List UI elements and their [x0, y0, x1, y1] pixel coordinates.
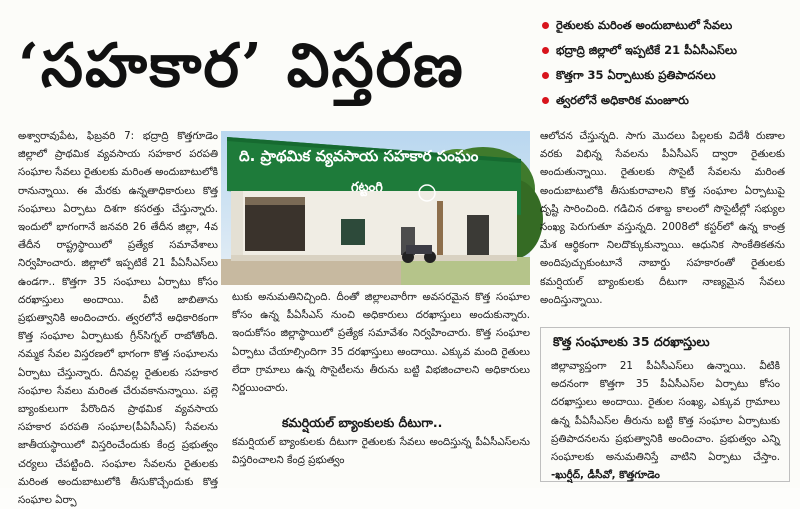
headline: ‘సహకార’ విస్తరణ: [18, 31, 465, 101]
building-photo: [221, 131, 530, 285]
article-column-2-continued: [232, 433, 530, 481]
sign-line2: గట్టంగి: [351, 180, 383, 195]
highlight-item: త్వరలోనే అధికారిక మంజూరు: [538, 93, 800, 108]
highlight-item: భద్రాద్రి జిల్లాలో ఇప్పటికే 21 పీఏసీఎస్‌లు: [538, 43, 800, 58]
article-column-2: [232, 288, 530, 412]
box-body: జిల్లావ్యాప్తంగా 21 పీఏసీఎస్‌లు ఉన్నాయి. వీటికి అదనంగా కొత్తగా 35 పీఏసీఎస్‌ల ఏర్పాటు కోసం దరఖాస్తులు అందాయి. రైతుల సంఖ్య, ఎక్కువ గ్రామాలు ఉన్న పీఏసీఎస్‌ల తీరును బట్టి కొత్త సంఘాల ఏర్పాటుకు ప్రతిపాదనలను ప్రభుత్వానికి అందించాం. ప్రభుత్వం ఎన్ని సంఘాలకు అనుమతినిస్తే వాటిని ఏర్పాటు చేస్తాం.: [551, 360, 780, 464]
byline: -ఖుర్షీద్, డీసీవో, కొత్తగూడెం: [551, 469, 660, 482]
highlight-item: రైతులకు మరింత అందుబాటులో సేవలు: [538, 18, 800, 33]
highlights-list: [538, 18, 800, 118]
article-text: అశ్వారావుపేట, ఫిబ్రవరి 7: భద్రాద్రి కొత్తగూడెం జిల్లాలో ప్రాథమిక వ్యవసాయ సహకార పరపతి సంఘాల సేవలు రైతులకు మరింత అందుబాటులోకి రానున్నాయి. ఈ మేరకు ఉన్నతాధికారులు కొత్త సంఘాలు ఏర్పాటు దిశగా కసరత్తు చేస్తున్నారు. ఇందులో భాగంగానే జనవరి 26 తేదీన జిల్లా, 4వ తేదీన రాష్ట్రస్థాయిలో ప్రత్యేక సమావేశాలు నిర్వహించారు. జిల్లాలో ఇప్పటికే 21 పీఏసీఎస్‌లు ఉండగా.. కొత్తగా 35 సంఘాలు ఏర్పాటు కోసం దరఖాస్తులు అందాయి. వీటి జాబితాను ప్రభుత్వానికి అందించారు. త్వరలోనే అధికారికంగా కొత్త సంఘాల ఏర్పాటుకు గ్రీన్‌సిగ్నల్ రాబోతోంది. నమ్మక సేవల విస్తరణలో భాగంగా కొత్త సంఘాలను ఏర్పాటు చేస్తున్నారు. దీనివల్ల రైతులకు సహకార సంఘాల సేవలు మరింత చేరువకానున్నాయి. పల్లె బ్యాంకులుగా పేరొందిన ప్రాథమిక వ్యవసాయ సహకార పరపతి సంఘాల(పీఏసీఎస్) సేవలను జాతీయస్థాయిలో విస్తరించేందుకు కేంద్ర ప్రభుత్వం చర్యలు చేపట్టింది. సంఘాల సేవలను రైతులకు మరింత అందుబాటులోకి తీసుకొచ్చేందుకు కొత్త సంఘాల ఏర్పా: [18, 130, 218, 507]
building-photo-illustration: [221, 131, 530, 285]
article-text: కమర్షియల్ బ్యాంకులకు దీటుగా రైతులకు సేవలు అందిస్తున్న పీఏసీఎస్‌లను విస్తరించాలని కేంద్ర ప్రభుత్వం: [232, 436, 530, 467]
highlight-item: కొత్తగా 35 ఏర్పాటుకు ప్రతిపాదనలు: [538, 68, 800, 83]
sign-line1: ది. ప్రాథమిక వ్యవసాయ సహకార సంఘం: [239, 147, 479, 165]
article-column-3: [540, 127, 785, 323]
sidebar-box: [540, 327, 790, 482]
article-text: ఆలోచన చేస్తున్నది. సాగు మొదలు పిల్లలకు విదేశీ రుణాల వరకు విభిన్న సేవలను పీఏసీఎస్ ద్వారా రైతులకు అందుతున్నాయి. రైతులకు సొసైటీ సేవలను మరింత అందుబాటులోకి తీసుకురావాలని కొత్త సంఘాల ఏర్పాటుపై దృష్టి సారించింది. గడిచిన దశాబ్ద కాలంలో సొసైటీల్లో సభ్యుల సంఖ్య పెరుగుతూ వస్తున్నది. 2008లో కస్టర్‌లో ఉన్న కాంత్ర మేశ ఆర్థికంగా నిలదొక్కుకున్నాయి. ఆధునిక సాంకేతికతను అందిపుచ్చుకుంటూనే నాబార్డు సహకారంతో రైతులకు కమర్షియల్ బ్యాంకులకు దీటుగా నాణ్యమైన సేవలు అందిస్తున్నాయి.: [540, 130, 785, 306]
box-text: [541, 355, 788, 481]
subheading: కమర్షియల్ బ్యాంకులకు దీటుగా..: [282, 415, 443, 430]
article-text: టుకు అనుమతినిచ్చింది. దీంతో జిల్లాలవారీగా అవసరమైన కొత్త సంఘాల కోసం ఉన్న పీఏసీఎస్ నుంచి అధికారులు దరఖాస్తులు అందుకున్నారు. ఇందుకోసం జిల్లాస్థాయిలో ప్రత్యేక సమావేశం నిర్వహించారు. కొత్త సంఘాల ఏర్పాటు చేయాల్సిందిగా 35 దరఖాస్తులు అందాయి. ఎక్కువ మంది రైతులు లేదా గ్రామాలు ఉన్న సొసైటీలను తీరును బట్టి విభజించాలని అధికారులు నిర్ణయించారు.: [232, 291, 530, 395]
box-subheading: కొత్త సంఘాలకు 35 దరఖాస్తులు: [553, 334, 710, 349]
article-column-1: [18, 127, 218, 507]
